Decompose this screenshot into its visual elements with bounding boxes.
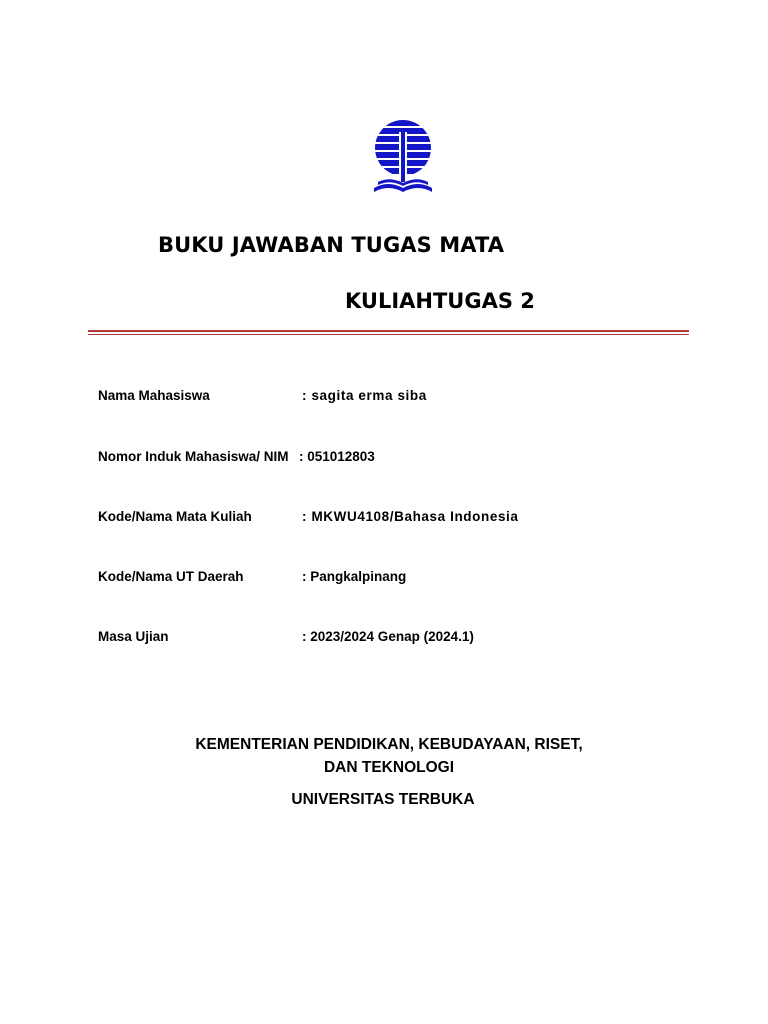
field-value-ut-daerah: : Pangkalpinang [302,569,407,584]
field-label-mata-kuliah: Kode/Nama Mata Kuliah [98,509,252,524]
field-label-nim: Nomor Induk Mahasiswa/ NIM [98,449,289,464]
field-value-masa-ujian: : 2023/2024 Genap (2024.1) [302,629,474,644]
field-label-nama: Nama Mahasiswa [98,388,210,403]
field-label-masa-ujian: Masa Ujian [98,629,169,644]
ministry-name: KEMENTERIAN PENDIDIKAN, KEBUDAYAAN, RISET, DAN TEKNOLOGI [195,736,583,776]
field-value-nama: : sagita erma siba [302,388,427,403]
field-value-nim: : 051012803 [299,449,375,464]
university-name: UNIVERSITAS TERBUKA [291,791,475,808]
field-label-ut-daerah: Kode/Nama UT Daerah [98,569,244,584]
divider-thick [88,330,689,332]
universitas-terbuka-logo [368,118,438,196]
divider-thin [88,334,689,335]
document-title-line1: BUKU JAWABAN TUGAS MATA [158,233,505,257]
field-value-mata-kuliah: : MKWU4108/Bahasa Indonesia [302,509,519,524]
document-title-line2: KULIAHTUGAS 2 [345,289,535,313]
